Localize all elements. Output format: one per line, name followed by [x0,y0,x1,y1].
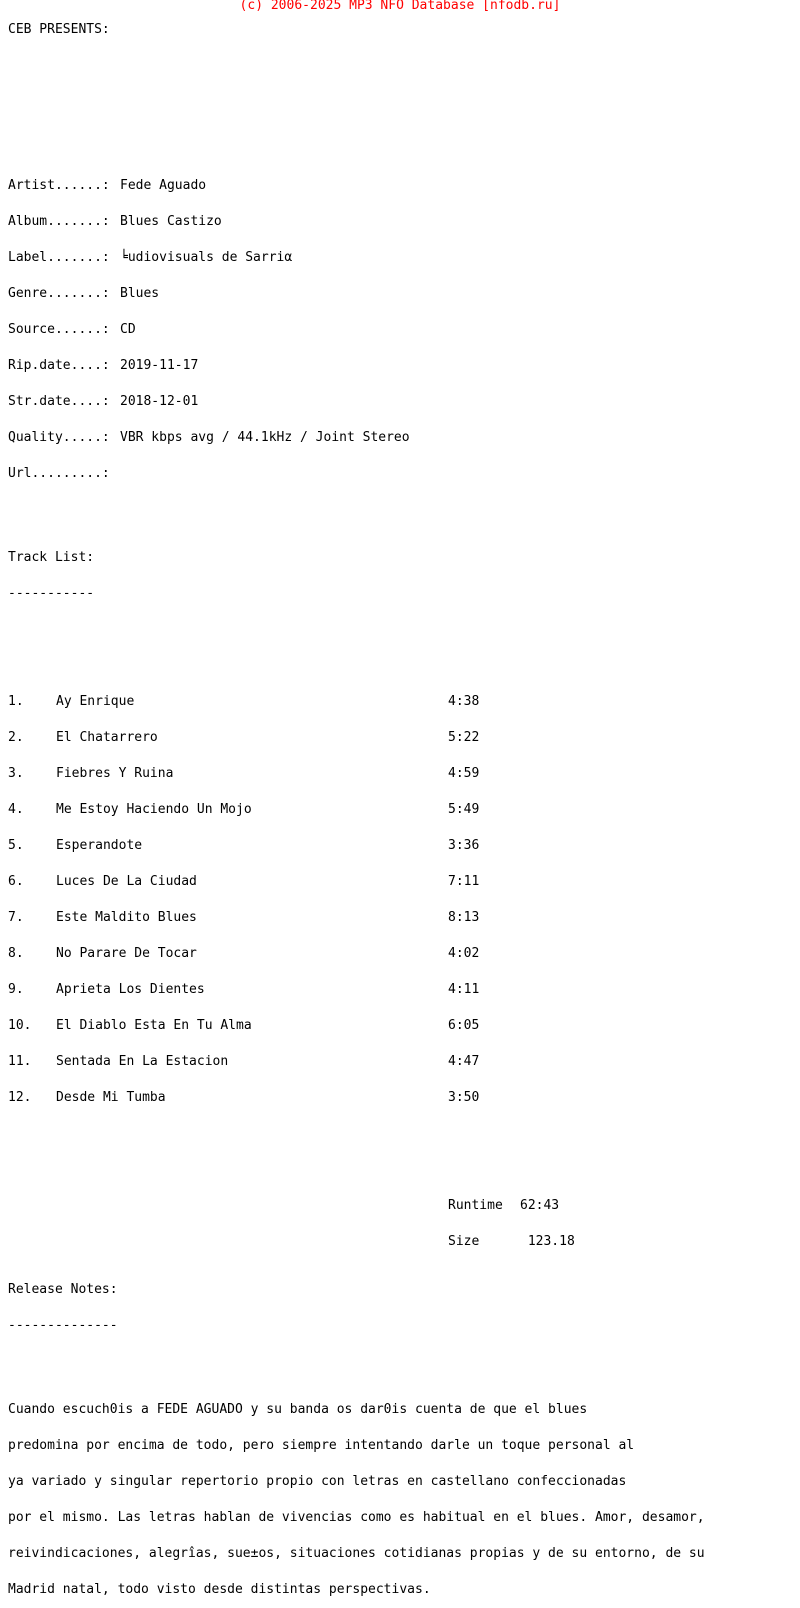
release-notes-line: ya variado y singular repertorio propio con letras en castellano confeccionadas [8,1474,627,1489]
track-number: 3. [8,766,24,781]
field-label: Album.......: [8,214,110,229]
field-label: Url.........: [8,466,110,481]
nfo-document [8,0,792,1608]
track-number: 10. [8,1018,32,1033]
track-time: 4:11 [448,982,480,997]
track-time: 3:36 [448,838,480,853]
size-value: 123.18 [520,1234,575,1249]
field-url [8,468,792,480]
track-row [8,876,792,888]
field-genre [8,288,792,300]
track-time: 4:02 [448,946,480,961]
track-time: 4:47 [448,1054,480,1069]
field-label: Str.date....: [8,394,110,409]
nfodb-header: (c) 2006-2025 MP3 NFO Database [nfodb.ru] [239,0,561,13]
field-rip-date [8,360,792,372]
field-value: 2018-12-01 [120,394,199,409]
track-title: Me Estoy Haciendo Un Mojo [56,802,252,817]
track-number: 1. [8,694,24,709]
track-title: No Parare De Tocar [56,946,197,961]
track-title: Sentada En La Estacion [56,1054,229,1069]
track-number: 9. [8,982,24,997]
field-label: Rip.date....: [8,358,110,373]
track-title: El Chatarrero [56,730,158,745]
track-row [8,768,792,780]
runtime-label: Runtime [448,1198,503,1213]
track-title: Este Maldito Blues [56,910,197,925]
track-row [8,984,792,996]
release-notes-line: predomina por encima de todo, pero siempre intentando darle un toque personal al [8,1438,635,1453]
field-label: Label.......: [8,250,110,265]
track-title: El Diablo Esta En Tu Alma [56,1018,252,1033]
track-list [8,672,792,1128]
track-number: 2. [8,730,24,745]
track-number: 5. [8,838,24,853]
track-number: 11. [8,1054,32,1069]
track-time: 4:38 [448,694,480,709]
track-row [8,696,792,708]
field-value: Blues Castizo [120,214,222,229]
field-value: Blues [120,286,160,301]
track-row [8,1020,792,1032]
tracklist-title: Track List: [8,550,95,565]
track-number: 4. [8,802,24,817]
track-time: 7:11 [448,874,480,889]
track-time: 6:05 [448,1018,480,1033]
presents-line: CEB PRESENTS: [8,22,110,37]
field-label: Source......: [8,322,110,337]
field-album [8,216,792,228]
track-row [8,804,792,816]
track-time: 5:49 [448,802,480,817]
field-value: 2019-11-17 [120,358,199,373]
release-notes-underline: -------------- [8,1318,118,1333]
tracklist-underline: ----------- [8,586,95,601]
track-number: 7. [8,910,24,925]
field-source [8,324,792,336]
release-notes-title: Release Notes: [8,1282,118,1297]
track-title: Ay Enrique [56,694,135,709]
field-artist [8,180,792,192]
track-row [8,732,792,744]
size-line [8,1236,792,1248]
track-time: 3:50 [448,1090,480,1105]
runtime-line [8,1200,792,1212]
track-title: Luces De La Ciudad [56,874,197,889]
track-row [8,912,792,924]
track-row [8,948,792,960]
runtime-value: 62:43 [520,1198,560,1213]
field-label-name [8,252,792,264]
track-time: 5:22 [448,730,480,745]
track-row [8,1056,792,1068]
track-title: Desde Mi Tumba [56,1090,166,1105]
track-number: 8. [8,946,24,961]
track-title: Esperandote [56,838,143,853]
field-label: Quality.....: [8,430,110,445]
field-label: Artist......: [8,178,110,193]
track-number: 12. [8,1090,32,1105]
field-value: VBR kbps avg / 44.1kHz / Joint Stereo [120,430,410,445]
size-label: Size [448,1234,480,1249]
track-title: Aprieta Los Dientes [56,982,205,997]
field-str-date [8,396,792,408]
release-notes-line: reivindicaciones, alegrîas, sue±os, situaciones cotidianas propias y de su entorno, de su [8,1546,705,1561]
track-title: Fiebres Y Ruina [56,766,174,781]
track-row [8,1092,792,1104]
field-value: CD [120,322,136,337]
release-notes-line: Madrid natal, todo visto desde distintas perspectivas. [8,1582,431,1597]
release-notes-line: Cuando escuch0is a FEDE AGUADO y su banda os dar0is cuenta de que el blues [8,1402,588,1417]
field-label: Genre.......: [8,286,110,301]
field-value: Fede Aguado [120,178,207,193]
track-time: 4:59 [448,766,480,781]
release-notes-line: por el mismo. Las letras hablan de vivencias como es habitual en el blues. Amor, desamor, [8,1510,705,1525]
field-quality [8,432,792,444]
track-time: 8:13 [448,910,480,925]
track-row [8,840,792,852]
track-number: 6. [8,874,24,889]
field-value: ╘udiovisuals de Sarriα [120,250,293,265]
